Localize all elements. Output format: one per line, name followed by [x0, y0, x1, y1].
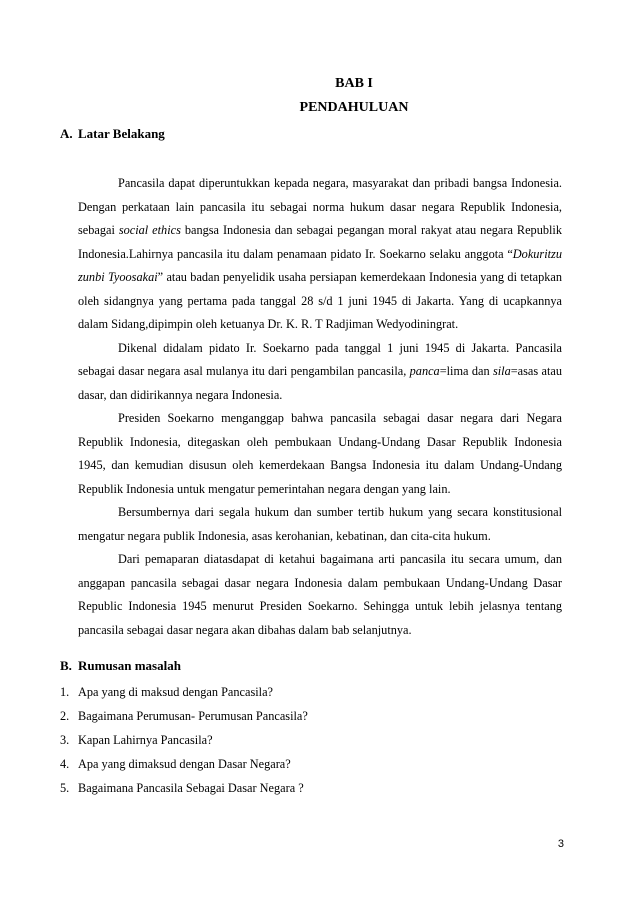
chapter-number: BAB I — [335, 76, 373, 91]
list-item-number: 2. — [60, 709, 70, 723]
list-item-text: Bagaimana Pancasila Sebagai Dasar Negara ? — [78, 781, 304, 795]
paragraph-2-text-1: Dikenal didalam pidato Ir. Soekarno pada tanggal 1 juni 1945 di Jakarta. Pancasila sebagai dasar negara asal mulanya itu dari pengambilan pancasila, — [78, 340, 562, 378]
list-item — [60, 776, 308, 800]
paragraph-1-text-1: Pancasila dapat diperuntukkan kepada negara, masyarakat dan pribadi bangsa Indonesia. Dengan perkataan lain pancasila itu sebagai norma hukum dasar negara Republik Indonesia, sebagai — [78, 176, 562, 237]
paragraph-2-italic-sila: sila — [492, 364, 511, 378]
paragraph-1-text-3: ” atau badan penyelidik usaha persiapan kemerdekaan Indonesia yang di tetapkan oleh sidangnya yang pertama pada tanggal 28 s/d 1 juni 1945 di Jakarta. Yang di ucapkannya dalam Sidang,dipimpin oleh ketuanya Dr. K. R. T Radjiman Wedyodiningrat. — [78, 270, 562, 331]
paragraph-3-text: Presiden Soekarno menganggap bahwa pancasila sebagai dasar negara dari Negara Republik Indonesia, ditegaskan oleh pembukaan Undang-Undang Dasar Republik Indonesia 1945, dan kemudian disusun oleh kemerdekaan Bangsa Indonesia itu dalam Undang-Undang Republik Indonesia untuk mengatur pemerintahan negara dengan yang lain. — [78, 411, 562, 496]
section-a-title: Latar Belakang — [78, 126, 165, 141]
section-a-number: A. — [60, 126, 73, 141]
list-item-text: Apa yang di maksud dengan Pancasila? — [78, 685, 273, 699]
paragraph-2-italic-panca: panca — [409, 364, 440, 378]
list-item-number: 3. — [60, 733, 70, 747]
paragraph-4 — [78, 501, 562, 548]
section-b-heading — [60, 658, 181, 674]
list-item — [60, 704, 308, 728]
list-item — [60, 752, 308, 776]
list-item-text: Kapan Lahirnya Pancasila? — [78, 733, 213, 747]
paragraph-2-text-3: =asas atau dasar, dan didirikannya negara Indonesia. — [78, 364, 562, 402]
paragraph-1-text-2: bangsa Indonesia dan sebagai pegangan moral rakyat atau negara Republik Indonesia.Lahirnya pancasila itu dalam penamaan pidato Ir. Soekarno selaku anggota “ — [78, 223, 562, 261]
chapter-title: PENDAHULUAN — [299, 100, 409, 115]
section-b-title: Rumusan masalah — [78, 658, 181, 673]
paragraph-5-text: Dari pemaparan diatasdapat di ketahui bagaimana arti pancasila itu secara umum, dan anggapan pancasila sebagai dasar negara Indonesia dalam pembukaan Undang-Undang Dasar Republic Indonesia 1945 menurut Presiden Soekarno. Sehingga untuk lebih jelasnya tentang pancasila sebagai dasar negara akan dibahas dalam bab selanjutnya. — [78, 552, 562, 637]
paragraph-2 — [78, 337, 562, 408]
section-b-number: B. — [60, 658, 72, 673]
paragraph-1-italic-social-ethics: social ethics — [118, 223, 181, 237]
paragraph-5 — [78, 548, 562, 642]
problem-list — [60, 680, 308, 800]
list-item-number: 5. — [60, 781, 70, 795]
paragraph-4-text: Bersumbernya dari segala hukum dan sumber tertib hukum yang secara konstitusional mengatur negara publik Indonesia, asas kerohanian, kebatinan, dan cita-cita hukum. — [78, 505, 562, 543]
list-item-number: 1. — [60, 685, 70, 699]
list-item-number: 4. — [60, 757, 70, 771]
page-number: 3 — [557, 838, 564, 850]
section-a-heading — [60, 126, 165, 142]
paragraph-2-text-2: =lima dan — [439, 364, 493, 378]
section-a-body — [78, 172, 562, 642]
paragraph-1 — [78, 172, 562, 337]
list-item-text: Bagaimana Perumusan- Perumusan Pancasila? — [78, 709, 308, 723]
list-item-text: Apa yang dimaksud dengan Dasar Negara? — [78, 757, 291, 771]
list-item — [60, 680, 308, 704]
paragraph-3 — [78, 407, 562, 501]
list-item — [60, 728, 308, 752]
paragraph-1-italic-dokuritzu: Dokuritzu zunbi Tyoosakai — [78, 246, 562, 284]
